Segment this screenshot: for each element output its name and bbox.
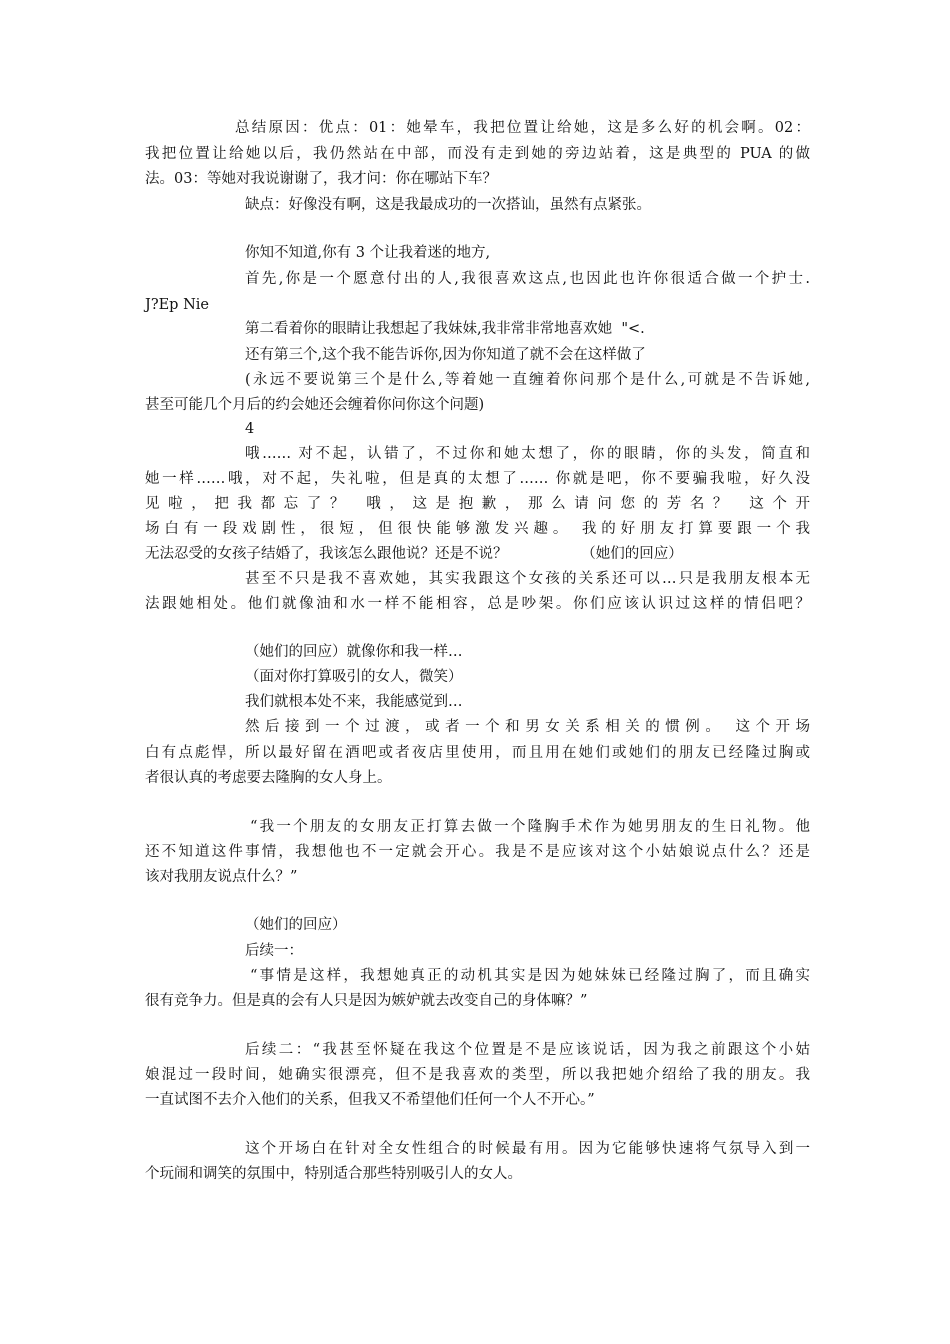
text-line: 然后接到一个过渡，或者一个和男女关系相关的惯例。 这个开场 xyxy=(245,719,810,735)
text-line: 很有竞争力。但是真的会有人只是因为嫉妒就去改变自己的身体嘛？” xyxy=(145,993,588,1009)
text-line: 后续二：“我甚至怀疑在我这个位置是不是应该说话，因为我之前跟这个小姑 xyxy=(245,1042,810,1058)
text-line: 甚至不只是我不喜欢她，其实我跟这个女孩的关系还可以…只是我朋友根本无 xyxy=(245,571,810,587)
text-line: J?Ep Nie xyxy=(145,297,209,313)
text-line: 我把位置让给她以后，我仍然站在中部，而没有走到她的旁边站着，这是典型的 PUA 的做 xyxy=(145,146,810,162)
text-line: 无法忍受的女孩子结婚了，我该怎么跟他说？还是不说？ （她们的回应） xyxy=(145,546,683,562)
text-line: 我们就根本处不来，我能感觉到… xyxy=(245,694,463,710)
text-line: 个玩闹和调笑的氛围中，特别适合那些特别吸引人的女人。 xyxy=(145,1166,522,1182)
text-line: “事情是这样，我想她真正的动机其实是因为她妹妹已经隆过胸了，而且确实 xyxy=(250,968,810,984)
text-line: 娘混过一段时间，她确实很漂亮，但不是我喜欢的类型，所以我把她介绍给了我的朋友。我 xyxy=(145,1067,810,1083)
text-line: 法跟她相处。他们就像油和水一样不能相容，总是吵架。你们应该认识过这样的情侣吧？ xyxy=(145,596,810,612)
text-line: 你知不知道,你有 3 个让我着迷的地方, xyxy=(245,245,491,261)
text-line: (永远不要说第三个是什么,等着她一直缠着你问那个是什么,可就是不告诉她, xyxy=(245,372,810,388)
text-line: 还有第三个,这个我不能告诉你,因为你知道了就不会在这样做了 xyxy=(245,347,646,363)
text-line: 白有点彪悍，所以最好留在酒吧或者夜店里使用，而且用在她们或她们的朋友已经隆过胸或 xyxy=(145,745,810,761)
text-line: （她们的回应） xyxy=(245,917,347,933)
text-line: 法。03：等她对我说谢谢了，我才问：你在哪站下车？ xyxy=(145,171,497,187)
text-line: （面对你打算吸引的女人，微笑） xyxy=(245,669,463,685)
text-line: 哦…… 对不起，认错了，不过你和她太想了，你的眼睛，你的头发，简直和 xyxy=(245,446,810,462)
text-line: 还不知道这件事情，我想他也不一定就会开心。我是不是应该对这个小姑娘说点什么？还是 xyxy=(145,844,810,860)
text-line: 该对我朋友说点什么？” xyxy=(145,869,298,885)
text-line: 首先,你是一个愿意付出的人,我很喜欢这点,也因此也许你很适合做一个护士. xyxy=(245,271,810,287)
text-line: 场白有一段戏剧性，很短，但很快能够激发兴趣。 我的好朋友打算要跟一个我 xyxy=(145,521,810,537)
text-line: 见啦，把我都忘了？ 哦，这是抱歉，那么请问您的芳名？ 这个开 xyxy=(145,496,810,512)
text-line: 一直试图不去介入他们的关系，但我又不希望他们任何一个人不开心。” xyxy=(145,1092,595,1108)
text-line: 缺点：好像没有啊，这是我最成功的一次搭讪，虽然有点紧张。 xyxy=(245,197,651,213)
text-line: 4 xyxy=(245,421,255,437)
text-line: 后续一： xyxy=(245,943,303,959)
text-line: 甚至可能几个月后的约会她还会缠着你问你这个问题) xyxy=(145,397,485,413)
text-line: 者很认真的考虑要去隆胸的女人身上。 xyxy=(145,770,392,786)
text-line: 第二看着你的眼睛让我想起了我妹妹,我非常非常地喜欢她 "<. xyxy=(245,321,645,337)
text-line: “我一个朋友的女朋友正打算去做一个隆胸手术作为她男朋友的生日礼物。他 xyxy=(250,819,810,835)
text-line: 总结原因：优点：01：她晕车，我把位置让给她，这是多么好的机会啊。02： xyxy=(235,120,810,136)
text-line: 她一样……哦，对不起，失礼啦，但是真的太想了…… 你就是吧，你不要骗我啦，好久没 xyxy=(145,471,810,487)
text-line: 这个开场白在针对全女性组合的时候最有用。因为它能够快速将气氛导入到一 xyxy=(245,1141,810,1157)
text-line: （她们的回应）就像你和我一样… xyxy=(245,644,463,660)
